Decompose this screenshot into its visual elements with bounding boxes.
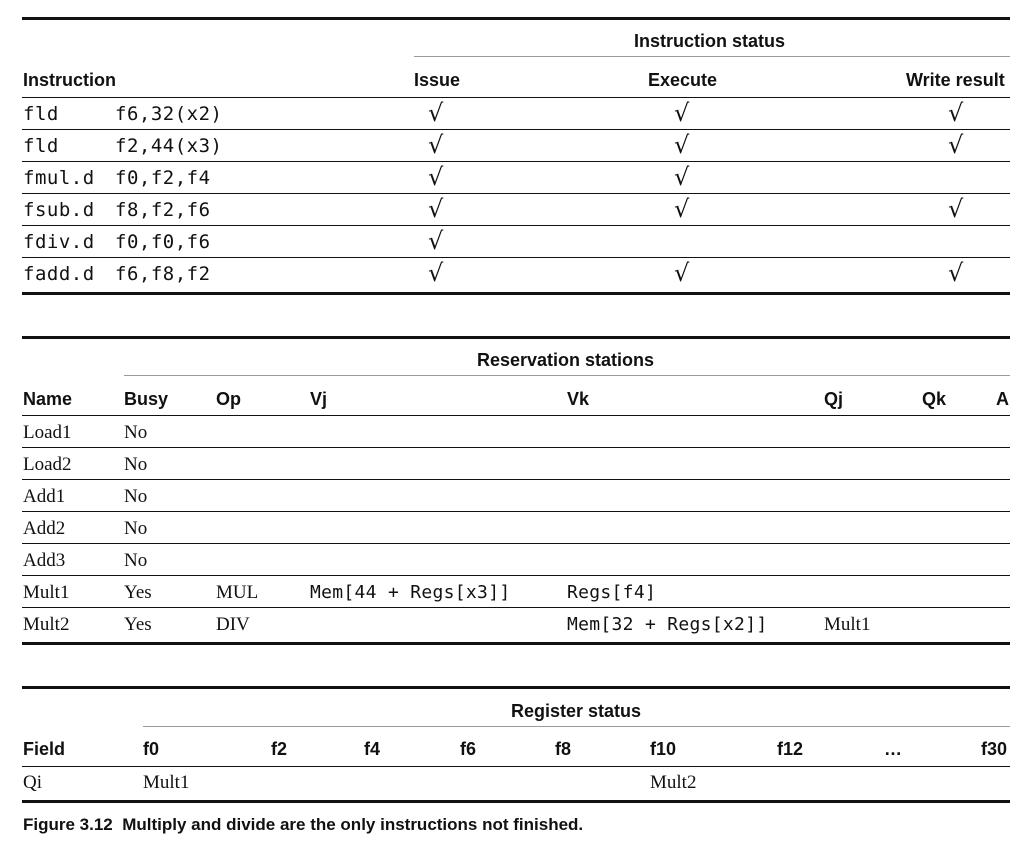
table-row <box>0 258 1024 290</box>
cell-busy: No <box>124 550 148 571</box>
group-rule <box>414 56 1010 57</box>
col-header-instruction: Instruction <box>23 70 116 90</box>
cell-busy: Yes <box>124 582 152 603</box>
table-row <box>0 98 1024 130</box>
col-header-execute: Execute <box>648 70 718 90</box>
cell-name: Add1 <box>23 486 66 507</box>
check-mark-write: √ <box>948 259 964 287</box>
col-header-vk: Vk <box>567 389 590 409</box>
instruction-operands: f2,44(x3) <box>115 135 223 157</box>
register-header: … <box>884 739 902 759</box>
check-mark-issue: √ <box>428 227 444 255</box>
col-header-busy: Busy <box>124 389 169 409</box>
table-bottom-rule <box>22 800 1010 803</box>
cell-name: Load2 <box>23 454 72 475</box>
register-header: f8 <box>555 739 572 759</box>
col-header-a: A <box>996 389 1009 409</box>
col-header-vj: Vj <box>310 389 328 409</box>
instruction-op: fld <box>23 135 59 157</box>
table-row <box>0 512 1024 544</box>
instruction-op: fld <box>23 103 59 125</box>
cell-busy: No <box>124 486 148 507</box>
check-mark-issue: √ <box>428 99 444 127</box>
cell-vk: Mem[32 + Regs[x2]] <box>567 614 768 635</box>
register-qi-value: Mult1 <box>143 772 190 793</box>
check-mark-execute: √ <box>674 163 690 191</box>
table-top-rule <box>22 336 1010 339</box>
cell-busy: Yes <box>124 614 152 635</box>
cell-name: Add2 <box>23 518 66 539</box>
register-header: f2 <box>271 739 288 759</box>
cell-op: DIV <box>216 614 250 635</box>
check-mark-write: √ <box>948 99 964 127</box>
instruction-operands: f6,32(x2) <box>115 103 223 125</box>
register-header: f10 <box>650 739 677 759</box>
cell-op: MUL <box>216 582 259 603</box>
cell-qj: Mult1 <box>824 614 871 635</box>
register-header: f30 <box>981 739 1008 759</box>
instruction-operands: f0,f0,f6 <box>115 231 211 253</box>
table-row <box>0 576 1024 608</box>
check-mark-execute: √ <box>674 259 690 287</box>
col-header-name: Name <box>23 389 73 409</box>
row-label-qi: Qi <box>23 772 42 793</box>
table-bottom-rule <box>22 292 1010 295</box>
register-header: f12 <box>777 739 804 759</box>
check-mark-issue: √ <box>428 163 444 191</box>
table-row <box>0 544 1024 576</box>
register-status-title: Register status <box>511 701 642 721</box>
col-header-op: Op <box>216 389 241 409</box>
col-header-write-result: Write result <box>906 70 1005 90</box>
register-header: f0 <box>143 739 160 759</box>
table-row <box>0 194 1024 226</box>
table-row <box>0 130 1024 162</box>
cell-vk: Regs[f4] <box>567 582 657 603</box>
figure-caption-text: Multiply and divide are the only instructions not finished. <box>122 815 584 834</box>
table-top-rule <box>22 686 1010 689</box>
register-header: f4 <box>364 739 381 759</box>
group-rule <box>124 375 1010 376</box>
register-header: f6 <box>460 739 477 759</box>
instruction-op: fdiv.d <box>23 231 95 253</box>
col-header-qk: Qk <box>922 389 947 409</box>
col-header-issue: Issue <box>414 70 461 90</box>
check-mark-execute: √ <box>674 131 690 159</box>
cell-vj: Mem[44 + Regs[x3]] <box>310 582 511 603</box>
col-header-qj: Qj <box>824 389 844 409</box>
cell-busy: No <box>124 454 148 475</box>
cell-busy: No <box>124 518 148 539</box>
cell-name: Load1 <box>23 422 72 443</box>
header-rule <box>22 766 1010 767</box>
check-mark-write: √ <box>948 195 964 223</box>
check-mark-write: √ <box>948 131 964 159</box>
figure-caption <box>23 815 583 835</box>
instruction-operands: f8,f2,f6 <box>115 199 211 221</box>
table-row <box>0 416 1024 448</box>
instruction-status-title: Instruction status <box>634 31 786 51</box>
check-mark-issue: √ <box>428 195 444 223</box>
cell-name: Add3 <box>23 550 66 571</box>
cell-name: Mult2 <box>23 614 70 635</box>
table-row <box>0 480 1024 512</box>
instruction-op: fadd.d <box>23 263 95 285</box>
table-top-rule <box>22 17 1010 20</box>
table-row <box>0 608 1024 640</box>
cell-name: Mult1 <box>23 582 70 603</box>
cell-busy: No <box>124 422 148 443</box>
instruction-operands: f0,f2,f4 <box>115 167 211 189</box>
instruction-op: fsub.d <box>23 199 95 221</box>
instruction-operands: f6,f8,f2 <box>115 263 211 285</box>
check-mark-issue: √ <box>428 259 444 287</box>
table-row <box>0 226 1024 258</box>
figure-label: Figure 3.12 <box>23 815 113 834</box>
group-rule <box>143 726 1010 727</box>
check-mark-issue: √ <box>428 131 444 159</box>
reservation-stations-title: Reservation stations <box>477 350 655 370</box>
table-row <box>0 448 1024 480</box>
check-mark-execute: √ <box>674 195 690 223</box>
check-mark-execute: √ <box>674 99 690 127</box>
table-row <box>0 162 1024 194</box>
table-bottom-rule <box>22 642 1010 645</box>
register-qi-value: Mult2 <box>650 772 697 793</box>
instruction-op: fmul.d <box>23 167 95 189</box>
col-header-field: Field <box>23 739 66 759</box>
